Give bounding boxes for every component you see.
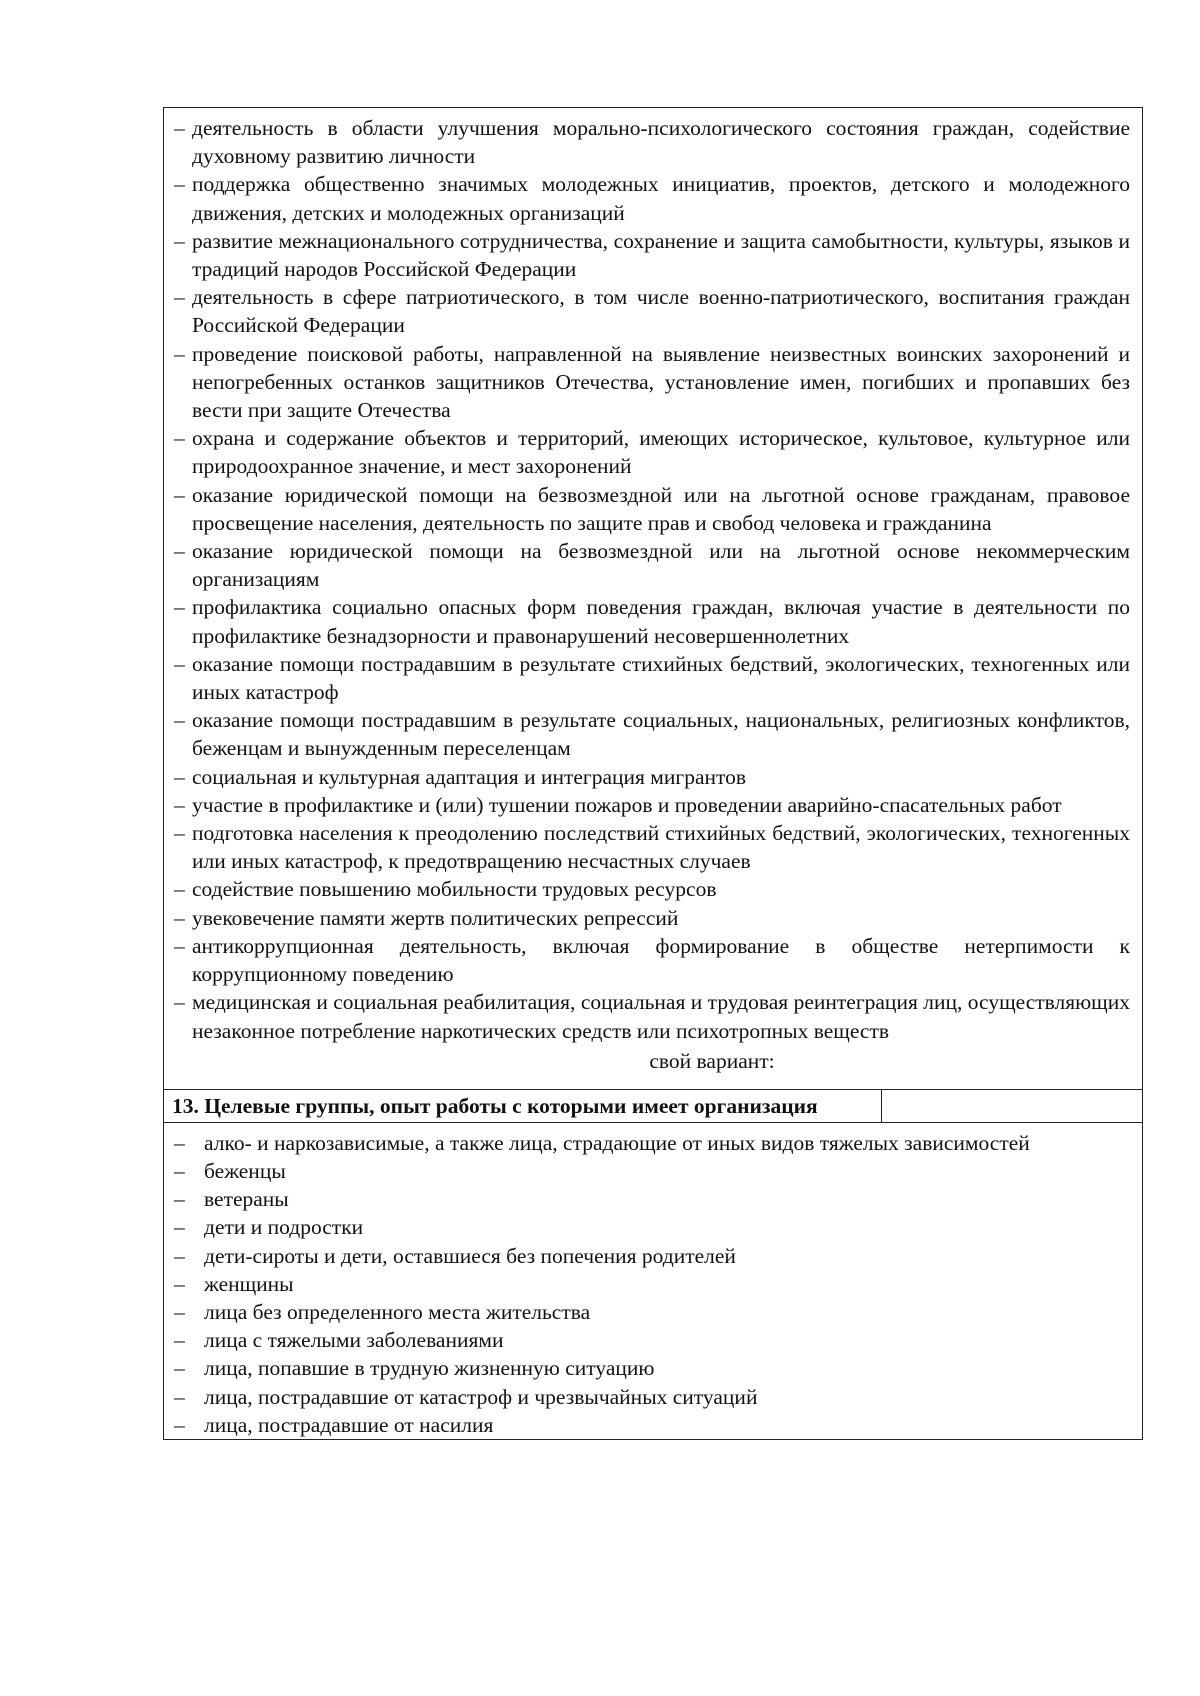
activity-item: – оказание юридической помощи на безвозмездной или на льготной основе гражданам, правовое просвещение населения, деятельность по защите прав и свобод человека и гражданина <box>174 481 1130 537</box>
section-13-answer-cell[interactable] <box>882 1090 1142 1122</box>
activity-item: – социальная и культурная адаптация и интеграция мигрантов <box>174 763 1130 791</box>
activity-item: – оказание помощи пострадавшим в результате социальных, национальных, религиозных конфликтов, беженцам и вынужденным переселенцам <box>174 706 1130 762</box>
target-group-item: – лица без определенного места жительства <box>174 1298 1130 1326</box>
target-groups-list <box>174 1129 1130 1439</box>
section-13-title: 13. Целевые группы, опыт работы с которыми имеет организация <box>164 1090 882 1122</box>
target-group-item: – лица, пострадавшие от насилия <box>174 1411 1130 1439</box>
activity-item: – поддержка общественно значимых молодежных инициатив, проектов, детского и молодежного движения, детских и молодежных организаций <box>174 170 1130 226</box>
activity-item: – участие в профилактике и (или) тушении пожаров и проведении аварийно-спасательных работ <box>174 791 1130 819</box>
target-group-item: – алко- и наркозависимые, а также лица, страдающие от иных видов тяжелых зависимостей <box>174 1129 1130 1157</box>
activity-item: – проведение поисковой работы, направленной на выявление неизвестных воинских захоронений и непогребенных останков защитников Отечества, установление имен, погибших и пропавших без вести при защите Отечества <box>174 340 1130 425</box>
target-group-item: – дети и подростки <box>174 1213 1130 1241</box>
target-group-item: – дети-сироты и дети, оставшиеся без попечения родителей <box>174 1242 1130 1270</box>
activity-item: – оказание помощи пострадавшим в результате стихийных бедствий, экологических, техногенных или иных катастроф <box>174 650 1130 706</box>
activity-item: – профилактика социально опасных форм поведения граждан, включая участие в деятельности по профилактике безнадзорности и правонарушений несовершеннолетних <box>174 593 1130 649</box>
activity-item: – оказание юридической помощи на безвозмездной или на льготной основе некоммерческим организациям <box>174 537 1130 593</box>
activity-item: – подготовка населения к преодолению последствий стихийных бедствий, экологических, техногенных или иных катастроф, к предотвращению несчастных случаев <box>174 819 1130 875</box>
form-document <box>163 107 1143 1440</box>
target-group-item: – лица, пострадавшие от катастроф и чрезвычайных ситуаций <box>174 1383 1130 1411</box>
own-variant-label: свой вариант: <box>649 1048 775 1073</box>
activity-item: – увековечение памяти жертв политических репрессий <box>174 904 1130 932</box>
activity-item: – содействие повышению мобильности трудовых ресурсов <box>174 875 1130 903</box>
target-group-item: – беженцы <box>174 1157 1130 1185</box>
target-group-item: – лица, попавшие в трудную жизненную ситуацию <box>174 1354 1130 1382</box>
target-group-item: – женщины <box>174 1270 1130 1298</box>
activities-list <box>174 114 1130 1045</box>
activity-item: – развитие межнационального сотрудничества, сохранение и защита самобытности, культуры, языков и традиций народов Российской Федерации <box>174 227 1130 283</box>
activity-item: – медицинская и социальная реабилитация, социальная и трудовая реинтеграция лиц, осуществляющих незаконное потребление наркотических средств или психотропных веществ <box>174 988 1130 1044</box>
activity-item: – деятельность в сфере патриотического, в том числе военно-патриотического, воспитания граждан Российской Федерации <box>174 283 1130 339</box>
activity-item: – антикоррупционная деятельность, включая формирование в обществе нетерпимости к коррупционному поведению <box>174 932 1130 988</box>
activities-section <box>164 108 1142 1089</box>
activity-item: – деятельность в области улучшения морально-психологического состояния граждан, содействие духовному развитию личности <box>174 114 1130 170</box>
target-groups-section <box>164 1123 1142 1439</box>
target-group-item: – ветераны <box>174 1185 1130 1213</box>
activity-item: – охрана и содержание объектов и территорий, имеющих историческое, культовое, культурное или природоохранное значение, и мест захоронений <box>174 424 1130 480</box>
section-13-header <box>164 1089 1142 1123</box>
target-group-item: – лица с тяжелыми заболеваниями <box>174 1326 1130 1354</box>
